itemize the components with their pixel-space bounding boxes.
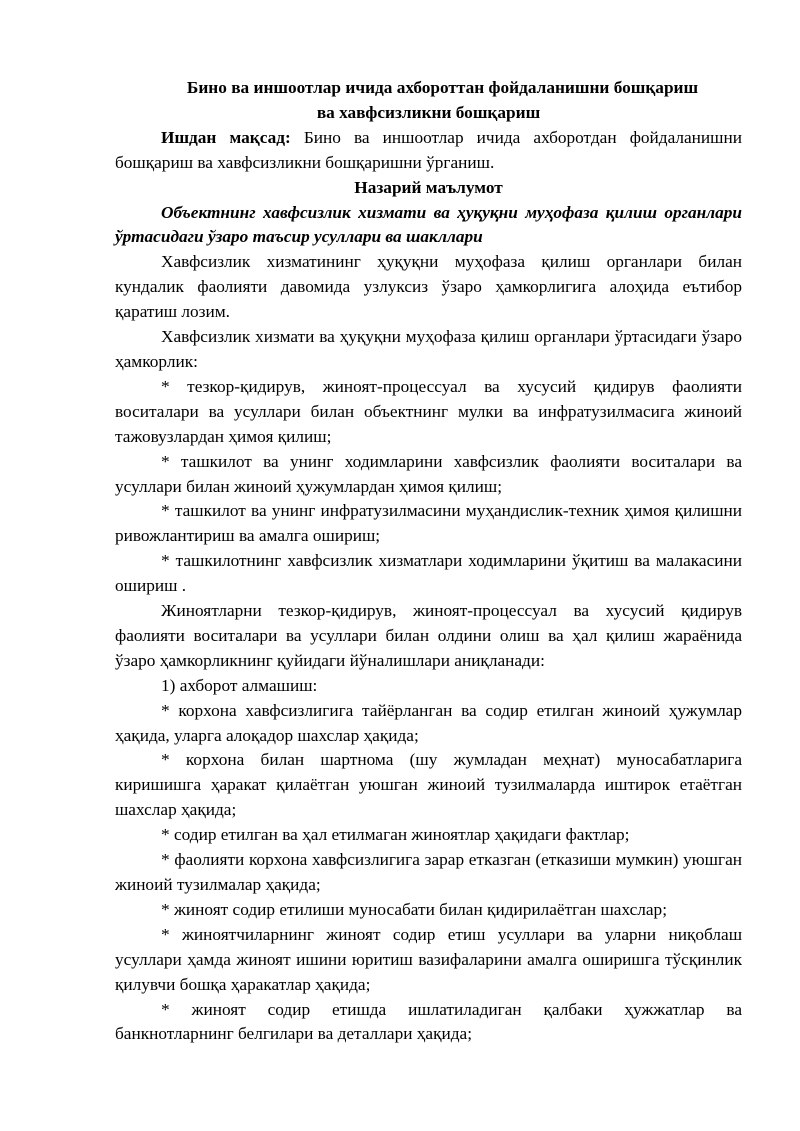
body-paragraph: Жиноятларни тезкор-қидирув, жиноят-процессуал ва хусусий қидирув фаолияти воситалари ва усуллари билан олдини олиш ва ҳал қилиш жараёнида ўзаро ҳамкорликнинг қуйидаги йўналишлари аниқланади: <box>115 601 742 670</box>
title-line-2: ва хавфсизликни бошқариш <box>316 102 541 122</box>
body-paragraph: 1) ахборот алмашиш: <box>161 675 318 695</box>
body-paragraph: Хавфсизлик хизматининг ҳуқуқни муҳофаза қилиш органлари билан кундалик фаолияти давомида узлуксиз ўзаро ҳамкорлигига алоҳида еътибор қаратиш лозим. <box>115 252 742 322</box>
body-paragraph: Хавфсизлик хизмати ва ҳуқуқни муҳофаза қилиш органлари ўртасидаги ўзаро ҳамкорлик: <box>115 327 742 371</box>
body-paragraph: * жиноят содир етишда ишлатиладиган қалбаки ҳужжатлар ва банкнотларнинг белгилари ва деталлари ҳақида; <box>115 999 742 1044</box>
body-paragraph: * ташкилотнинг хавфсизлик хизматлари ходимларини ўқитиш ва малакасини ошириш . <box>115 551 742 596</box>
body-paragraph: * жиноятчиларнинг жиноят содир етиш усуллари ва уларни ниқоблаш усуллари ҳамда жиноят ишини юритиш вазифаларини амалга оширишга тўсқинлик қилувчи бошқа ҳаракатлар ҳақида; <box>115 924 742 994</box>
title-line-1: Бино ва иншоотлар ичида ахбороттан фойдаланишни бошқариш <box>186 78 699 97</box>
body-paragraph: * корхона билан шартнома (шу жумладан меҳнат) муносабатларига киришишга ҳаракат қилаётган уюшган жиноий тузилмаларда иштирок етаётган шахслар ҳақида; <box>115 750 742 820</box>
body-paragraph: * корхона хавфсизлигига тайёрланган ва содир етилган жиноий ҳужумлар ҳақида, уларга алоқадор шахслар ҳақида; <box>115 700 742 745</box>
purpose-paragraph <box>115 126 742 176</box>
body-paragraph: * тезкор-қидирув, жиноят-процессуал ва хусусий қидирув фаолияти воситалари ва усуллари билан объектнинг мулки ва инфратузилмасига жиноий тажовузлардан ҳимоя қилиш; <box>115 376 742 446</box>
body-paragraph: * содир етилган ва ҳал етилмаган жиноятлар ҳақидаги фактлар; <box>161 825 630 845</box>
body-paragraph: * ташкилот ва унинг инфратузилмасини муҳандислик-техник ҳимоя қилишни ривожлантириш ва амалга ошириш; <box>115 501 742 546</box>
document-body <box>115 76 742 1047</box>
paragraph-list <box>115 250 742 1047</box>
purpose-label: Ишдан мақсад: <box>161 127 291 147</box>
section-heading: Назарий маълумот <box>354 177 503 197</box>
body-paragraph: * фаолияти корхона хавфсизлигига зарар етказган (етказиши мумкин) уюшган жиноий тузилмалар ҳақида; <box>115 850 742 894</box>
subheading: Объектнинг хавфсизлик хизмати ва ҳуқуқни муҳофаза қилиш органлари ўртасидаги ўзаро таъсир усуллари ва шакллари <box>115 202 742 247</box>
body-paragraph: * ташкилот ва унинг ходимларини хавфсизлик фаолияти воситалари ва усуллари билан жиноий ҳужумлардан ҳимоя қилиш; <box>115 451 742 496</box>
body-paragraph: * жиноят содир етилиши муносабати билан қидирилаётган шахслар; <box>161 899 667 919</box>
document-title <box>115 76 742 126</box>
purpose-text: Бино ва иншоотлар ичида ахборотдан фойдаланишни бошқариш ва хавфсизликни бошқаришни ўрганиш. <box>115 127 742 172</box>
